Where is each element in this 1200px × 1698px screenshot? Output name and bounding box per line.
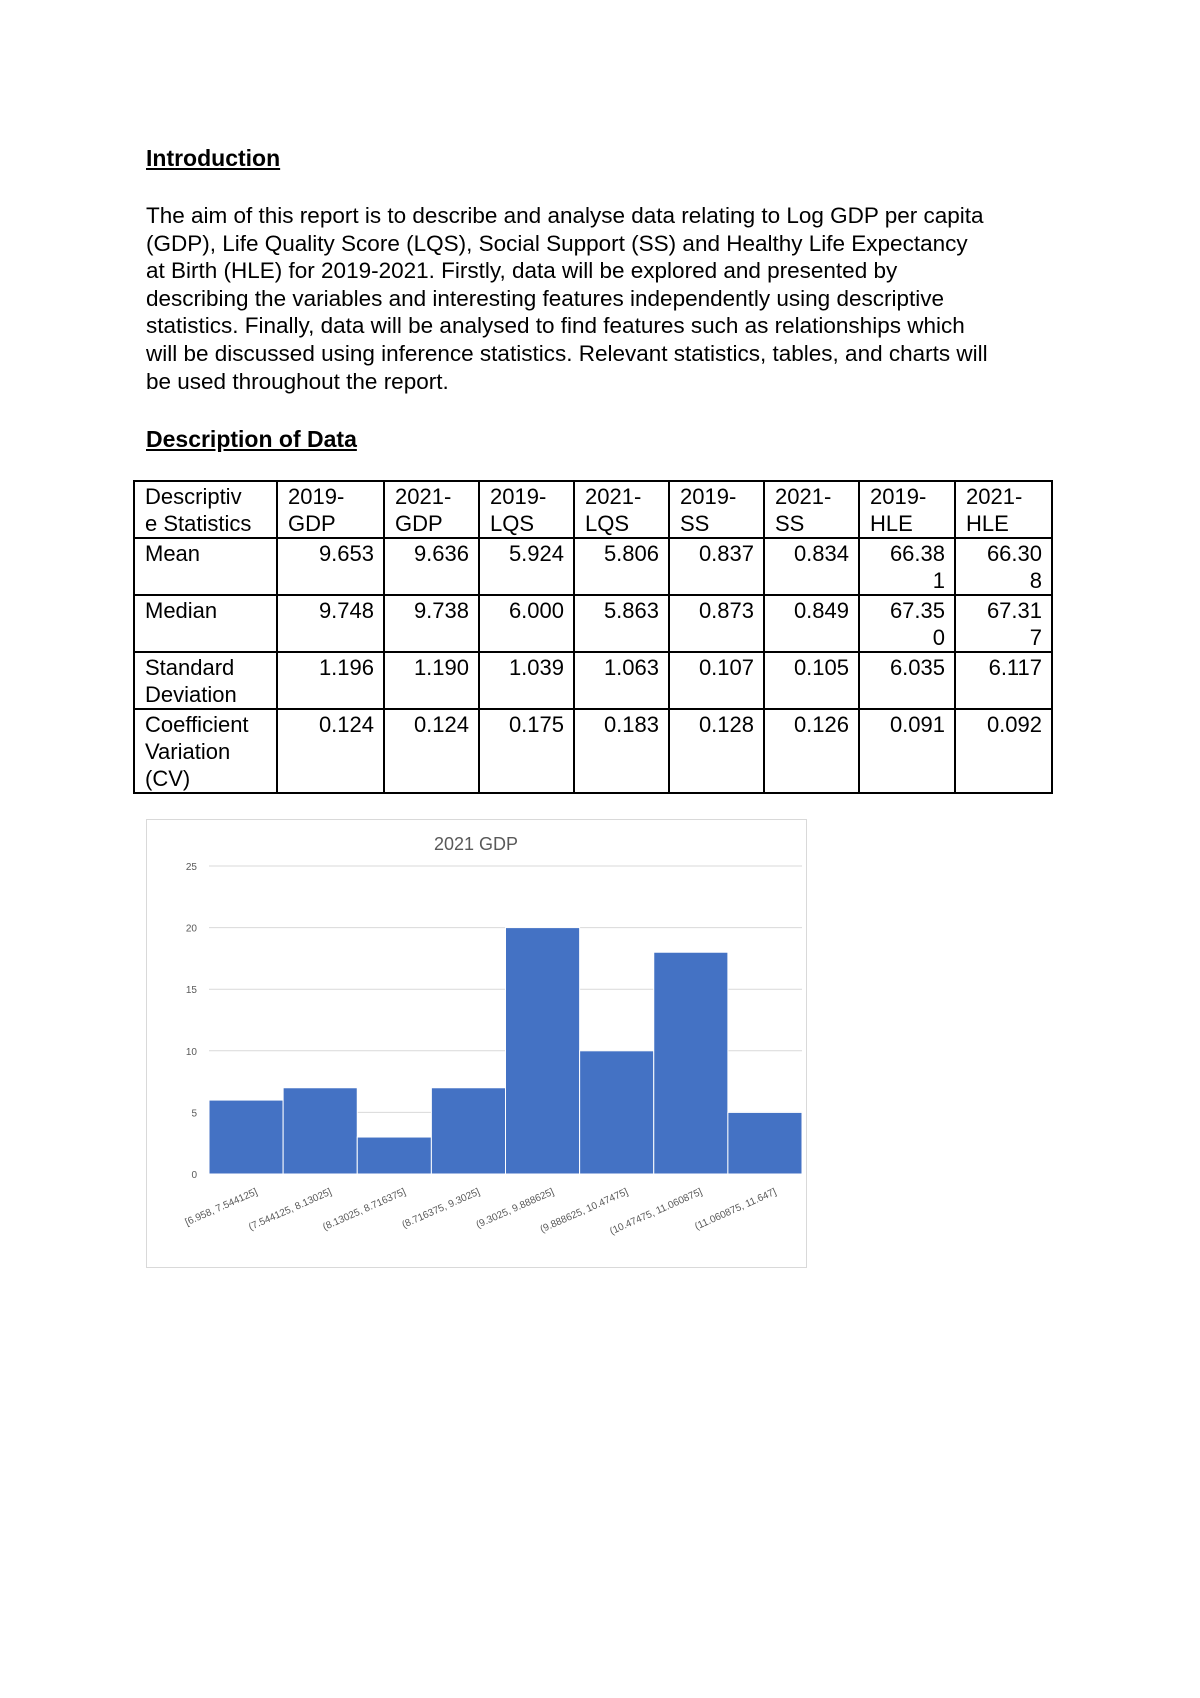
histogram-bar (654, 952, 728, 1174)
table-cell (479, 652, 574, 709)
cell-text: Variation (145, 739, 231, 764)
histogram-bar (431, 1088, 505, 1174)
table-cell (574, 652, 669, 709)
table-cell (277, 595, 384, 652)
cell-text: 5.806 (603, 541, 659, 566)
cell-text: 0.091 (889, 712, 945, 737)
histogram-bar (580, 1051, 654, 1174)
x-tick-label: [6.958, 7.544125] (183, 1186, 260, 1229)
cell-text: LQS (585, 511, 630, 536)
row-label (134, 709, 277, 793)
x-tick-label: (8.13025, 8.716375] (321, 1186, 408, 1234)
x-tick-label: (9.3025, 9.888625] (474, 1186, 556, 1231)
cell-text: 6.035 (889, 655, 945, 680)
cell-text: 2019- (288, 484, 345, 509)
cell-text: 5.924 (508, 541, 564, 566)
cell-text: GDP (288, 511, 336, 536)
introduction-heading: Introduction (146, 145, 281, 171)
cell-text: 0.834 (793, 541, 849, 566)
table-cell (384, 709, 479, 793)
y-tick-label: 20 (185, 923, 197, 935)
table-cell (859, 709, 955, 793)
cell-text: (CV) (145, 766, 191, 791)
cell-text: 9.738 (413, 598, 469, 623)
cell-text: 1.063 (603, 655, 659, 680)
y-tick-label: 15 (185, 985, 197, 997)
cell-text: 5.863 (603, 598, 659, 623)
table-row (134, 709, 1052, 793)
table-cell (955, 595, 1052, 652)
cell-text: 2019- (490, 484, 547, 509)
table-header-row (134, 481, 1052, 538)
table-row (134, 652, 1052, 709)
histogram-bar (357, 1137, 431, 1174)
table-cell (669, 595, 764, 652)
paragraph-line: at Birth (HLE) for 2019-2021. Firstly, data will be explored and presented by (146, 258, 898, 284)
cell-text: 0.175 (508, 712, 564, 737)
header-cell (384, 481, 479, 538)
paragraph-line: will be discussed using inference statistics. Relevant statistics, tables, and charts will (146, 340, 988, 366)
y-tick-label: 25 (185, 862, 197, 873)
header-cell (574, 481, 669, 538)
table-cell (669, 538, 764, 595)
cell-text: 0.128 (698, 712, 754, 737)
cell-text: HLE (966, 511, 1009, 536)
table-cell (277, 709, 384, 793)
table-cell (479, 538, 574, 595)
descriptive-statistics-table (133, 480, 1053, 794)
table-cell (955, 652, 1052, 709)
paragraph-line: The aim of this report is to describe and analyse data relating to Log GDP per capita (146, 203, 984, 228)
x-tick-label: (11.060875, 11.647] (693, 1186, 779, 1233)
table-row (134, 538, 1052, 595)
cell-text: 1.196 (318, 655, 374, 680)
cell-text: 0.837 (698, 541, 754, 566)
row-label (134, 652, 277, 709)
paragraph-line: describing the variables and interesting features independently using descriptive (146, 285, 944, 311)
cell-text: SS (775, 511, 805, 536)
cell-text: 0.107 (698, 655, 754, 680)
cell-text: 6.000 (508, 598, 564, 623)
cell-text: 1 (932, 568, 945, 593)
cell-text: 0.849 (793, 598, 849, 623)
cell-text: 8 (1029, 568, 1042, 593)
y-tick-label: 0 (191, 1170, 197, 1181)
table-cell (859, 595, 955, 652)
chart-svg (147, 820, 806, 1267)
paragraph-line: (GDP), Life Quality Score (LQS), Social Support (SS) and Healthy Life Expectancy (146, 230, 968, 256)
histogram-bar (209, 1100, 283, 1174)
row-label (134, 595, 277, 652)
x-tick-label: (9.888625, 10.47475] (538, 1186, 630, 1236)
x-tick-label: (8.716375, 9.3025] (400, 1186, 482, 1231)
cell-text: 66.30 (986, 541, 1042, 566)
cell-text: 0.105 (793, 655, 849, 680)
cell-text: 9.636 (413, 541, 469, 566)
table-cell (764, 652, 859, 709)
table-cell (574, 538, 669, 595)
cell-text: HLE (870, 511, 913, 536)
table-cell (955, 709, 1052, 793)
gdp-2021-histogram (146, 819, 807, 1268)
cell-text: 9.653 (318, 541, 374, 566)
cell-text: Coefficient (145, 712, 249, 737)
cell-text: 66.38 (889, 541, 945, 566)
cell-text: 0.183 (603, 712, 659, 737)
cell-text: 6.117 (988, 655, 1042, 680)
table-cell (764, 709, 859, 793)
x-tick-label: (7.544125, 8.13025] (247, 1186, 334, 1234)
cell-text: 2021- (585, 484, 642, 509)
cell-text: Descriptiv (145, 484, 242, 509)
row-label (134, 538, 277, 595)
header-cell (479, 481, 574, 538)
table-cell (574, 709, 669, 793)
table-cell (384, 652, 479, 709)
cell-text: 0.124 (413, 712, 469, 737)
cell-text: Median (145, 598, 218, 623)
description-of-data-heading: Description of Data (146, 426, 357, 452)
table-cell (859, 652, 955, 709)
table-cell (764, 538, 859, 595)
cell-text: 2021- (395, 484, 452, 509)
cell-text: SS (680, 511, 710, 536)
table-cell (764, 595, 859, 652)
header-cell (277, 481, 384, 538)
table-cell (669, 709, 764, 793)
header-cell (764, 481, 859, 538)
cell-text: 0.873 (698, 598, 754, 623)
cell-text: 2019- (870, 484, 927, 509)
cell-text: 67.31 (986, 598, 1042, 623)
cell-text: 0.126 (793, 712, 849, 737)
cell-text: e Statistics (145, 511, 252, 536)
table-cell (479, 595, 574, 652)
cell-text: 0.092 (986, 712, 1042, 737)
table-cell (955, 538, 1052, 595)
cell-text: 9.748 (318, 598, 374, 623)
chart-title: 2021 GDP (433, 834, 519, 854)
cell-text: 1.039 (508, 655, 564, 680)
table-cell (669, 652, 764, 709)
table-cell (384, 538, 479, 595)
paragraph-line: statistics. Finally, data will be analysed to find features such as relationships which (146, 313, 965, 339)
cell-text: Standard (145, 655, 235, 680)
cell-text: Mean (145, 541, 201, 566)
histogram-bar (506, 928, 580, 1174)
cell-text: Deviation (145, 682, 237, 707)
cell-text: 2019- (680, 484, 737, 509)
cell-text: 2021- (966, 484, 1023, 509)
cell-text: LQS (490, 511, 535, 536)
cell-text: 1.190 (413, 655, 469, 680)
histogram-bar (283, 1088, 357, 1174)
header-cell (134, 481, 277, 538)
cell-text: 0 (932, 625, 945, 650)
cell-text: 2021- (775, 484, 832, 509)
table-cell (277, 652, 384, 709)
header-cell (669, 481, 764, 538)
cell-text: GDP (395, 511, 443, 536)
table-cell (384, 595, 479, 652)
table-cell (574, 595, 669, 652)
y-tick-label: 5 (191, 1108, 197, 1120)
table-cell (859, 538, 955, 595)
x-tick-label: (10.47475, 11.060875] (608, 1186, 705, 1238)
table-cell (277, 538, 384, 595)
cell-text: 67.35 (889, 598, 945, 623)
y-tick-label: 10 (185, 1046, 197, 1058)
table-row (134, 595, 1052, 652)
cell-text: 0.124 (318, 712, 374, 737)
cell-text: 7 (1029, 625, 1042, 650)
header-cell (859, 481, 955, 538)
paragraph-line: be used throughout the report. (146, 368, 449, 394)
header-cell (955, 481, 1052, 538)
table-cell (479, 709, 574, 793)
histogram-bar (728, 1112, 802, 1174)
introduction-paragraph (146, 202, 1076, 395)
